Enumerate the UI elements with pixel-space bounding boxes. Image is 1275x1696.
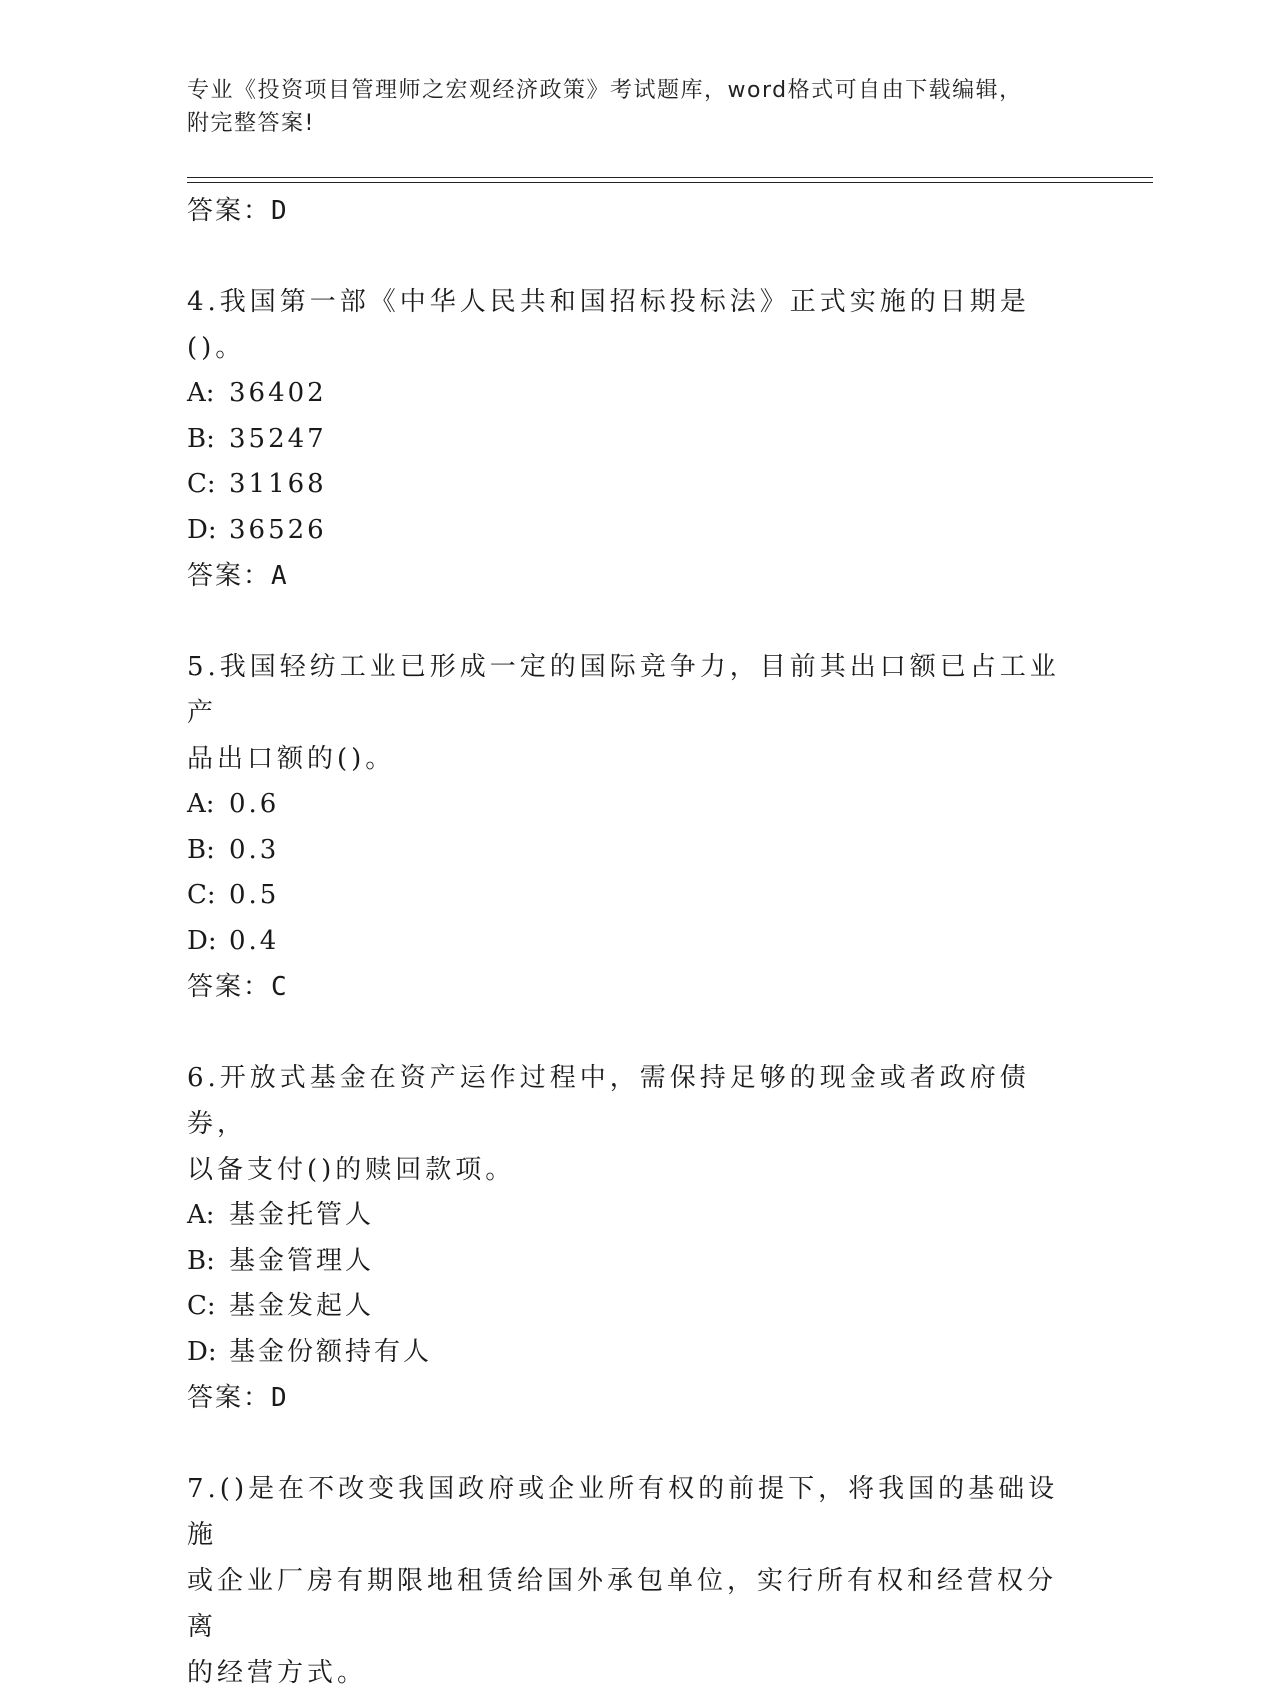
page-header <box>187 74 1067 140</box>
option-d <box>187 919 1067 965</box>
option-d <box>187 1330 1067 1376</box>
answer-line <box>187 188 1067 234</box>
option-key: A: <box>187 1200 215 1230</box>
answer-line <box>187 964 1067 1010</box>
option-text: 35247 <box>229 423 327 454</box>
option-key: D: <box>187 1336 217 1367</box>
question-5 <box>187 644 1067 782</box>
option-a <box>187 371 1067 417</box>
answer-value: C <box>271 972 289 1002</box>
question-text: 品出口额的()。 <box>187 744 396 774</box>
option-text: 31168 <box>229 469 327 499</box>
question-text: 以备支付()的赎回款项。 <box>187 1155 516 1185</box>
option-text: 基金托管人 <box>229 1200 375 1230</box>
option-key: A: <box>187 789 215 819</box>
question-text: 或企业厂房有期限地租赁给国外承包单位，实行所有权和经营权分离 <box>187 1566 1058 1642</box>
option-text: 0.3 <box>229 834 280 865</box>
option-key: A: <box>187 378 215 408</box>
option-text: 基金管理人 <box>229 1245 375 1276</box>
header-divider-bottom <box>187 182 1153 183</box>
question-text: 6.开放式基金在资产运作过程中，需保持足够的现金或者政府债券， <box>187 1063 1030 1139</box>
question-text: 的经营方式。 <box>187 1658 368 1688</box>
option-text: 基金发起人 <box>229 1291 375 1321</box>
option-key: C: <box>187 880 216 910</box>
option-key: C: <box>187 469 216 499</box>
option-text: 0.4 <box>229 925 280 956</box>
answer-line <box>187 553 1067 599</box>
answer-line <box>187 1375 1067 1421</box>
option-c <box>187 1284 1067 1330</box>
answer-label: 答案： <box>187 1383 272 1413</box>
option-key: B: <box>187 834 215 865</box>
question-list <box>187 188 1067 1696</box>
option-key: B: <box>187 1245 215 1276</box>
answer-label: 答案： <box>187 196 272 226</box>
header-divider-top <box>187 177 1153 178</box>
option-c <box>187 462 1067 508</box>
question-text: 7.()是在不改变我国政府或企业所有权的前提下，将我国的基础设施 <box>187 1474 1059 1550</box>
option-d <box>187 508 1067 554</box>
question-7 <box>187 1466 1067 1696</box>
option-a <box>187 1193 1067 1239</box>
option-key: D: <box>187 514 217 545</box>
answer-value: A <box>271 561 289 591</box>
option-b <box>187 828 1067 874</box>
option-c <box>187 873 1067 919</box>
header-line-2: 附完整答案! <box>187 111 315 136</box>
option-b <box>187 1239 1067 1285</box>
option-text: 36526 <box>229 514 327 545</box>
answer-label: 答案： <box>187 561 272 591</box>
question-4 <box>187 279 1067 371</box>
option-key: C: <box>187 1291 216 1321</box>
header-line-1: 专业《投资项目管理师之宏观经济政策》考试题库，word格式可自由下载编辑， <box>187 78 1023 103</box>
option-text: 0.6 <box>229 789 280 819</box>
answer-value: D <box>271 196 289 226</box>
option-text: 36402 <box>229 378 327 408</box>
option-a <box>187 782 1067 828</box>
option-key: D: <box>187 925 217 956</box>
option-b <box>187 417 1067 463</box>
answer-label: 答案： <box>187 972 272 1002</box>
question-6 <box>187 1055 1067 1193</box>
question-text: 4.我国第一部《中华人民共和国招标投标法》正式实施的日期是()。 <box>187 287 1030 363</box>
option-text: 0.5 <box>229 880 280 910</box>
answer-value: D <box>271 1383 289 1413</box>
question-text: 5.我国轻纺工业已形成一定的国际竞争力，目前其出口额已占工业产 <box>187 652 1060 728</box>
option-text: 基金份额持有人 <box>229 1336 433 1367</box>
option-key: B: <box>187 423 215 454</box>
